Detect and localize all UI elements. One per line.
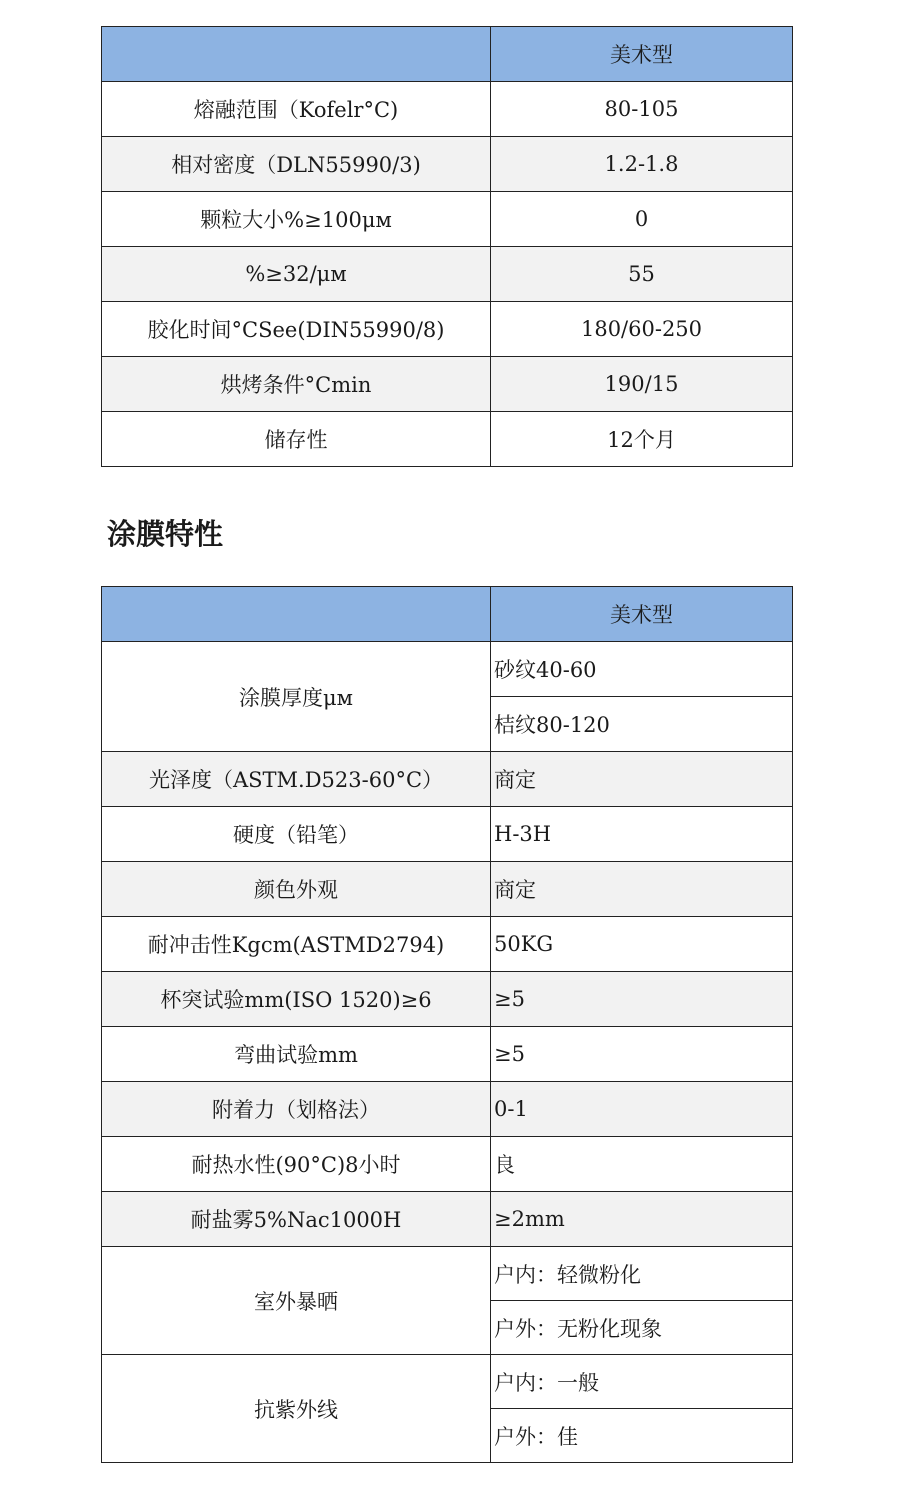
table-row bbox=[102, 917, 793, 972]
table-row bbox=[102, 642, 793, 697]
row-label: 耐冲击性Kgcm(ASTMD2794) bbox=[102, 917, 491, 972]
row-label: 颗粒大小%≥100μм bbox=[102, 192, 491, 247]
row-value: 50KG bbox=[491, 917, 793, 972]
table-row bbox=[102, 807, 793, 862]
row-value: 户内：轻微粉化 bbox=[491, 1247, 793, 1301]
row-value: 12个月 bbox=[491, 412, 793, 467]
row-value: ≥5 bbox=[491, 1027, 793, 1082]
coating-properties-table bbox=[101, 586, 793, 1463]
row-value: 0 bbox=[491, 192, 793, 247]
table-row bbox=[102, 302, 793, 357]
row-label: 烘烤条件°Cmin bbox=[102, 357, 491, 412]
row-label: 熔融范围（Kofelr°C) bbox=[102, 82, 491, 137]
row-label: 弯曲试验mm bbox=[102, 1027, 491, 1082]
row-value: 180/60-250 bbox=[491, 302, 793, 357]
row-value: 良 bbox=[491, 1137, 793, 1192]
row-value: 190/15 bbox=[491, 357, 793, 412]
row-label: 抗紫外线 bbox=[102, 1355, 491, 1463]
row-label: 杯突试验mm(ISO 1520)≥6 bbox=[102, 972, 491, 1027]
table-row bbox=[102, 1027, 793, 1082]
table-row bbox=[102, 1137, 793, 1192]
row-label: 涂膜厚度μм bbox=[102, 642, 491, 752]
table-row bbox=[102, 247, 793, 302]
table-row bbox=[102, 192, 793, 247]
table-row bbox=[102, 1082, 793, 1137]
header-cell-type: 美术型 bbox=[491, 587, 793, 642]
row-label: 胶化时间°CSee(DIN55990/8) bbox=[102, 302, 491, 357]
row-value: 80-105 bbox=[491, 82, 793, 137]
row-label: 耐盐雾5%Nac1000H bbox=[102, 1192, 491, 1247]
table-row bbox=[102, 412, 793, 467]
row-value: 户内：一般 bbox=[491, 1355, 793, 1409]
row-label: 室外暴晒 bbox=[102, 1247, 491, 1355]
row-label: 耐热水性(90°C)8小时 bbox=[102, 1137, 491, 1192]
row-value: 桔纹80-120 bbox=[491, 697, 793, 752]
row-value: 户外：无粉化现象 bbox=[491, 1301, 793, 1355]
table-row bbox=[102, 972, 793, 1027]
table-row bbox=[102, 1355, 793, 1409]
table-row bbox=[102, 1247, 793, 1301]
row-label: 光泽度（ASTM.D523-60°C） bbox=[102, 752, 491, 807]
header-cell-property bbox=[102, 27, 491, 82]
table-row bbox=[102, 752, 793, 807]
row-value: ≥2mm bbox=[491, 1192, 793, 1247]
row-value: 0-1 bbox=[491, 1082, 793, 1137]
row-label: 附着力（划格法） bbox=[102, 1082, 491, 1137]
row-value: H-3H bbox=[491, 807, 793, 862]
row-label: 相对密度（DLN55990/3) bbox=[102, 137, 491, 192]
row-label: %≥32/μм bbox=[102, 247, 491, 302]
table-row bbox=[102, 1192, 793, 1247]
table-header-row bbox=[102, 27, 793, 82]
row-value: 商定 bbox=[491, 752, 793, 807]
row-label: 储存性 bbox=[102, 412, 491, 467]
row-label: 颜色外观 bbox=[102, 862, 491, 917]
row-value: 1.2-1.8 bbox=[491, 137, 793, 192]
row-value: 砂纹40-60 bbox=[491, 642, 793, 697]
row-label: 硬度（铅笔） bbox=[102, 807, 491, 862]
row-value: 户外：佳 bbox=[491, 1409, 793, 1463]
table-header-row bbox=[102, 587, 793, 642]
section-title: 涂膜特性 bbox=[107, 517, 224, 551]
row-value: 商定 bbox=[491, 862, 793, 917]
header-cell-property bbox=[102, 587, 491, 642]
row-value: ≥5 bbox=[491, 972, 793, 1027]
table-row bbox=[102, 82, 793, 137]
table-row bbox=[102, 137, 793, 192]
table-row bbox=[102, 862, 793, 917]
header-cell-type: 美术型 bbox=[491, 27, 793, 82]
table-row bbox=[102, 357, 793, 412]
powder-properties-table bbox=[101, 26, 793, 467]
row-value: 55 bbox=[491, 247, 793, 302]
